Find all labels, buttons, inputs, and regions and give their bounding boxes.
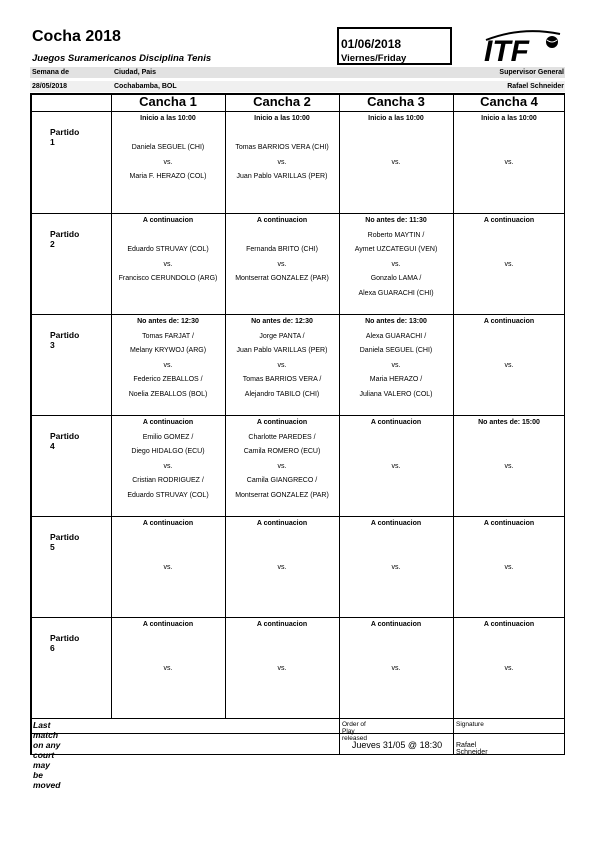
player-line (225, 546, 339, 561)
player-line (225, 532, 339, 547)
start-time: A continuacion (142, 621, 194, 628)
player-line: Juan Pablo VARILLAS (PER) (236, 347, 328, 354)
versus-label: vs. (277, 361, 287, 369)
start-time: No antes de: 12:30 (137, 318, 199, 325)
signature-value: Rafael Schneider (456, 742, 488, 756)
versus-label: vs. (391, 664, 401, 672)
match-cell (339, 315, 453, 402)
start-time: A continuacion (142, 217, 194, 224)
player-line: Federico ZEBALLOS / (133, 376, 203, 383)
player-line: Juan Pablo VARILLAS (PER) (236, 173, 328, 180)
player-line: Fernanda BRITO (CHI) (246, 246, 318, 253)
match-cell (111, 618, 225, 691)
player-line: Camila GIANGRECO / (246, 477, 318, 484)
match-cell (225, 416, 339, 503)
versus-label: vs. (163, 664, 173, 672)
versus-label: vs. (163, 563, 173, 571)
grid-row-line (30, 718, 565, 719)
match-label: Partido 1 (50, 127, 80, 147)
versus-label: vs. (277, 664, 287, 672)
player-line (453, 575, 565, 590)
versus-label: vs. (504, 158, 514, 166)
versus-label: vs. (163, 260, 173, 268)
player-line (111, 633, 225, 648)
released-label: Order of Play released (342, 721, 367, 742)
match-cell (225, 517, 339, 590)
city-label: Ciudad, Pais (114, 69, 157, 76)
player-line: Tomas FARJAT / (142, 332, 194, 340)
player-line (225, 647, 339, 662)
start-time: No antes de: 13:00 (365, 318, 427, 325)
player-line: Alexa GUARACHI (CHI) (358, 289, 434, 297)
player-line (453, 431, 565, 446)
start-time: A continuacion (483, 318, 535, 325)
start-time: A continuacion (370, 419, 422, 426)
city-value: Cochabamba, BOL (114, 83, 177, 90)
released-value: Jueves 31/05 @ 18:30 (351, 740, 443, 750)
match-label: Partido 3 (50, 330, 80, 350)
match-cell (339, 416, 453, 489)
start-time: A continuacion (142, 419, 194, 426)
versus-label: vs. (504, 563, 514, 571)
player-line (111, 229, 225, 244)
start-time: A continuacion (256, 520, 308, 527)
player-line (453, 229, 565, 244)
start-time: A continuacion (256, 621, 308, 628)
versus-label: vs. (391, 462, 401, 470)
start-time: A continuacion (370, 621, 422, 628)
versus-label: vs. (504, 664, 514, 672)
player-line (339, 474, 453, 489)
player-line (453, 330, 565, 345)
logo-text: ITF (484, 35, 529, 64)
start-time: A continuacion (256, 419, 308, 426)
versus-label: vs. (277, 158, 287, 166)
match-cell (225, 618, 339, 691)
start-time: A continuacion (483, 217, 535, 224)
week-label: Semana de (32, 69, 69, 76)
footer-col-line (339, 718, 340, 755)
versus-label: vs. (391, 361, 401, 369)
match-cell (339, 517, 453, 590)
start-time: No antes de: 11:30 (365, 217, 427, 224)
versus-label: vs. (277, 462, 287, 470)
player-line (453, 647, 565, 662)
start-time: No antes de: 12:30 (251, 318, 313, 325)
match-cell (453, 618, 565, 691)
player-line (225, 229, 339, 244)
start-time: A continuacion (483, 621, 535, 628)
player-line (453, 243, 565, 258)
player-line: Cristian RODRIGUEZ / (132, 477, 204, 484)
player-line (453, 546, 565, 561)
match-cell (453, 214, 565, 287)
player-line: Maria HERAZO / (369, 376, 423, 383)
start-time: No antes de: 15:00 (478, 419, 540, 426)
match-cell (225, 112, 339, 185)
player-line (339, 431, 453, 446)
header-label-bar (30, 67, 565, 78)
player-line: Melany KRYWOJ (ARG) (129, 347, 207, 354)
start-time: A continuacion (483, 520, 535, 527)
player-line: Montserrat GONZALEZ (PAR) (235, 491, 329, 499)
match-cell (111, 214, 225, 287)
versus-label: vs. (391, 260, 401, 268)
match-cell (111, 416, 225, 503)
match-label: Partido 2 (50, 229, 80, 249)
player-line (453, 170, 565, 185)
player-line (453, 373, 565, 388)
court-header: Cancha 3 (367, 94, 425, 109)
player-line: Daniela SEGUEL (CHI) (359, 347, 433, 354)
player-line (453, 127, 565, 142)
player-line: Jorge PANTA / (259, 332, 305, 340)
versus-label: vs. (163, 361, 173, 369)
match-label: Partido 4 (50, 431, 80, 451)
player-line (225, 633, 339, 648)
last-match-note: Last match on any court may be moved (33, 720, 61, 790)
start-time: Inicio a las 10:00 (254, 115, 310, 122)
signature-label: Signature (456, 721, 484, 728)
player-line (111, 647, 225, 662)
header-value-bar (30, 81, 565, 92)
match-label: Partido 5 (50, 532, 80, 552)
player-line (453, 344, 565, 359)
footer-col-line (453, 718, 454, 733)
player-line (339, 170, 453, 185)
player-line (339, 647, 453, 662)
start-time: Inicio a las 10:00 (140, 115, 196, 122)
player-line: Francisco CERUNDOLO (ARG) (118, 275, 218, 282)
versus-label: vs. (163, 462, 173, 470)
player-line: Eduardo STRUVAY (COL) (127, 246, 209, 253)
match-cell (111, 112, 225, 185)
player-line: Aymet UZCATEGUI (VEN) (354, 246, 438, 253)
player-line (339, 445, 453, 460)
versus-label: vs. (504, 260, 514, 268)
player-line: Emilio GOMEZ / (142, 433, 194, 441)
player-line: Alejandro TABILO (CHI) (244, 390, 320, 398)
player-line (111, 575, 225, 590)
start-time: Inicio a las 10:00 (368, 115, 424, 122)
versus-label: vs. (277, 563, 287, 571)
versus-label: vs. (504, 462, 514, 470)
event-subtitle: Juegos Suramericanos Disciplina Tenis (32, 53, 212, 64)
player-line (453, 633, 565, 648)
player-line (453, 141, 565, 156)
player-line: Montserrat GONZALEZ (PAR) (235, 275, 329, 282)
court-header: Cancha 1 (139, 94, 197, 109)
player-line (453, 445, 565, 460)
player-line (339, 676, 453, 691)
match-cell (339, 112, 453, 185)
versus-label: vs. (163, 158, 173, 166)
match-cell (111, 315, 225, 402)
match-cell (453, 112, 565, 185)
start-time: A continuacion (370, 520, 422, 527)
match-cell (339, 618, 453, 691)
start-time: Inicio a las 10:00 (481, 115, 537, 122)
player-line (339, 532, 453, 547)
player-line: Charlotte PAREDES / (248, 433, 316, 441)
court-header: Cancha 4 (480, 94, 538, 109)
player-line (111, 546, 225, 561)
player-line: Diego HIDALGO (ECU) (131, 448, 205, 455)
start-time: A continuacion (142, 520, 194, 527)
match-cell (339, 214, 453, 301)
player-line: Maria F. HERAZO (COL) (129, 173, 207, 180)
match-cell (225, 315, 339, 402)
player-line (111, 676, 225, 691)
versus-label: vs. (277, 260, 287, 268)
supervisor-value: Rafael Schneider (507, 83, 564, 90)
player-line (453, 532, 565, 547)
player-line (453, 272, 565, 287)
player-line: Gonzalo LAMA / (370, 275, 422, 282)
versus-label: vs. (391, 563, 401, 571)
player-line (339, 546, 453, 561)
start-time: A continuacion (256, 217, 308, 224)
match-cell (453, 315, 565, 388)
player-line: Juliana VALERO (COL) (359, 390, 433, 398)
grid-border-left (30, 93, 32, 755)
player-line: Noelia ZEBALLOS (BOL) (128, 390, 208, 398)
player-line (339, 633, 453, 648)
court-header: Cancha 2 (253, 94, 311, 109)
match-cell (453, 416, 565, 489)
match-label: Partido 6 (50, 633, 80, 653)
match-cell (111, 517, 225, 590)
week-value: 28/05/2018 (32, 83, 68, 90)
match-cell (453, 517, 565, 590)
player-line (225, 127, 339, 142)
player-line: Roberto MAYTIN / (367, 231, 425, 239)
page-title: Cocha 2018 (32, 28, 121, 45)
player-line (225, 575, 339, 590)
player-line (225, 676, 339, 691)
itf-logo-icon (482, 28, 564, 64)
footer-col-line (453, 733, 454, 755)
player-line: Tomas BARRIOS VERA / (242, 376, 322, 383)
versus-label: vs. (391, 158, 401, 166)
player-line: Alexa GUARACHI / (365, 332, 427, 340)
player-line (111, 127, 225, 142)
player-line (453, 676, 565, 691)
player-line: Tomas BARRIOS VERA (CHI) (235, 144, 329, 151)
player-line (339, 141, 453, 156)
supervisor-label: Supervisor General (499, 69, 564, 76)
player-line: Daniela SEGUEL (CHI) (131, 144, 205, 151)
schedule-day: Viernes/Friday (341, 53, 407, 64)
schedule-date: 01/06/2018 (341, 37, 402, 51)
versus-label: vs. (504, 361, 514, 369)
match-cell (225, 214, 339, 287)
player-line: Camila ROMERO (ECU) (243, 448, 321, 455)
player-line (453, 474, 565, 489)
player-line (339, 127, 453, 142)
grid-row-line (30, 733, 565, 734)
player-line (111, 532, 225, 547)
player-line: Eduardo STRUVAY (COL) (127, 491, 209, 499)
player-line (339, 575, 453, 590)
